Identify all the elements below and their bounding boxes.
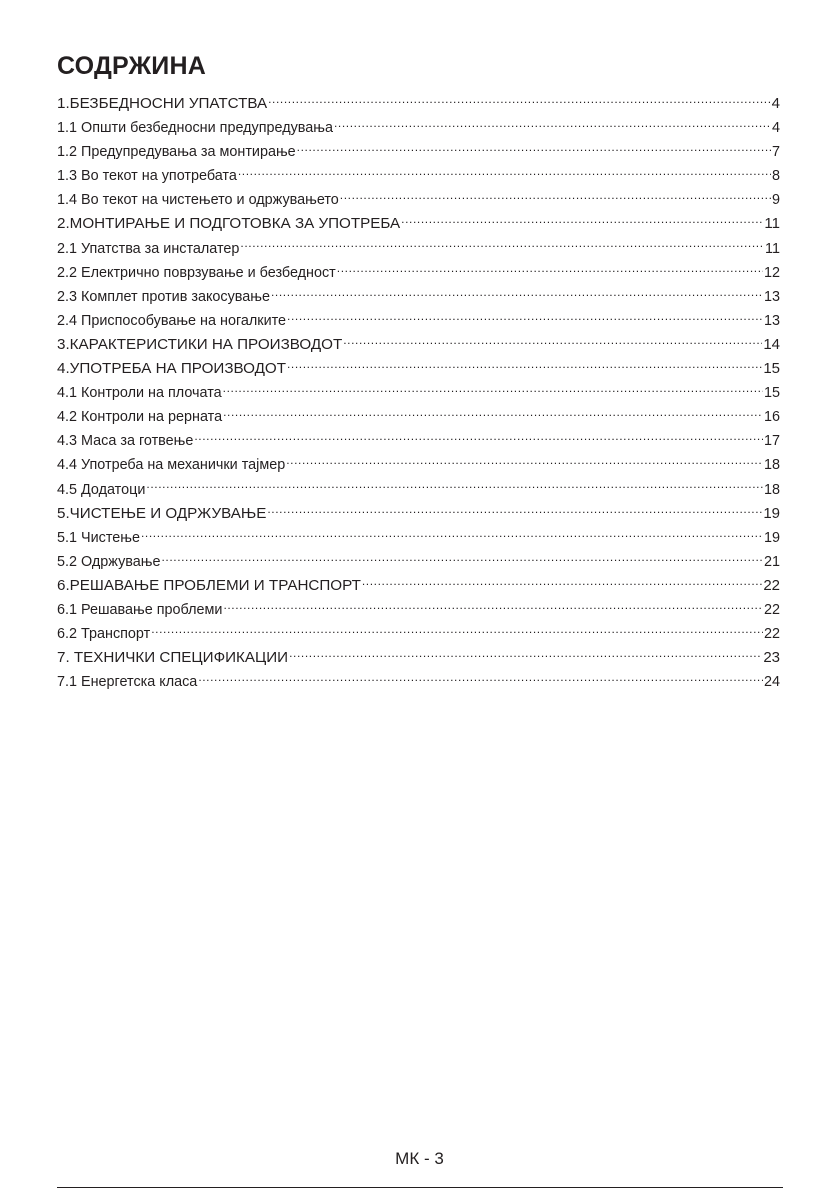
- table-of-contents: [57, 92, 780, 694]
- toc-entry-page: 22: [763, 601, 780, 618]
- toc-entry-page: 12: [763, 264, 780, 281]
- toc-entry-page: 16: [763, 409, 780, 426]
- toc-entry-page: 24: [763, 674, 780, 691]
- page-number: МК - 3: [395, 1149, 444, 1168]
- footer-divider: [57, 1187, 783, 1188]
- toc-entry-page: 17: [763, 433, 780, 450]
- toc-entry-4-4[interactable]: [57, 453, 780, 477]
- toc-entry-label: 7. ТЕХНИЧКИ СПЕЦИФИКАЦИИ: [57, 649, 289, 667]
- toc-entry-page: 9: [771, 192, 780, 209]
- toc-leader-dots: [198, 670, 763, 686]
- toc-leader-dots: [238, 164, 771, 180]
- toc-leader-dots: [240, 237, 764, 253]
- toc-entry-2-2[interactable]: [57, 261, 780, 285]
- toc-entry-page: 19: [763, 504, 780, 522]
- toc-entry-page: 18: [763, 481, 780, 498]
- toc-leader-dots: [334, 116, 771, 132]
- toc-entry-page: 15: [763, 360, 780, 378]
- toc-entry-label: 1.БЕЗБЕДНОСНИ УПАТСТВА: [57, 95, 268, 112]
- toc-leader-dots: [401, 212, 763, 228]
- toc-entry-label: 1.1 Општи безбедносни предупредувања: [57, 120, 333, 137]
- toc-entry-1-1[interactable]: [57, 116, 780, 140]
- toc-entry-label: 2.МОНТИРАЊЕ И ПОДГОТОВКА ЗА УПОТРЕБА: [57, 215, 401, 233]
- toc-entry-page: 11: [764, 215, 780, 233]
- toc-leader-dots: [287, 357, 762, 373]
- toc-entry-1[interactable]: [57, 92, 780, 116]
- toc-entry-5-1[interactable]: [57, 526, 780, 550]
- toc-leader-dots: [268, 92, 771, 108]
- toc-entry-label: 3.КАРАКТЕРИСТИКИ НА ПРОИЗВОДОТ: [57, 335, 343, 353]
- toc-leader-dots: [161, 550, 763, 566]
- toc-entry-label: 5.1 Чистење: [57, 529, 140, 546]
- toc-entry-label: 4.УПОТРЕБА НА ПРОИЗВОДОТ: [57, 360, 286, 378]
- toc-leader-dots: [194, 429, 763, 445]
- toc-entry-4-5[interactable]: [57, 478, 780, 502]
- toc-entry-2-4[interactable]: [57, 309, 780, 333]
- toc-entry-2-3[interactable]: [57, 285, 780, 309]
- toc-entry-label: 2.3 Комплет против закосување: [57, 288, 270, 305]
- toc-entry-label: 2.4 Приспособување на ногалките: [57, 312, 287, 329]
- toc-leader-dots: [287, 309, 763, 325]
- toc-leader-dots: [286, 453, 763, 469]
- toc-entry-6-1[interactable]: [57, 598, 780, 622]
- toc-leader-dots: [141, 526, 763, 542]
- toc-entry-label: 4.4 Употреба на механички тајмер: [57, 457, 286, 474]
- toc-leader-dots: [340, 188, 771, 204]
- toc-entry-6[interactable]: [57, 574, 780, 598]
- toc-leader-dots: [297, 140, 771, 156]
- toc-leader-dots: [337, 261, 763, 277]
- toc-entry-page: 4: [771, 120, 780, 137]
- toc-entry-page: 23: [763, 649, 780, 667]
- toc-entry-7-1[interactable]: [57, 670, 780, 694]
- toc-entry-4[interactable]: [57, 357, 780, 381]
- toc-entry-page: 8: [771, 168, 780, 185]
- toc-entry-page: 14: [763, 335, 780, 353]
- toc-entry-page: 22: [763, 626, 780, 643]
- toc-entry-label: 2.2 Електрично поврзување и безбедност: [57, 264, 336, 281]
- toc-entry-page: 11: [765, 240, 780, 257]
- toc-entry-label: 1.4 Во текот на чистењето и одржувањето: [57, 192, 339, 209]
- toc-leader-dots: [223, 598, 763, 614]
- toc-entry-2-1[interactable]: [57, 237, 780, 261]
- toc-entry-5[interactable]: [57, 502, 780, 526]
- toc-entry-page: 18: [763, 457, 780, 474]
- toc-entry-1-3[interactable]: [57, 164, 780, 188]
- toc-entry-label: 2.1 Упатства за инсталатер: [57, 240, 240, 257]
- toc-entry-label: 6.РЕШАВАЊЕ ПРОБЛЕМИ И ТРАНСПОРТ: [57, 576, 361, 594]
- toc-entry-page: 15: [763, 385, 780, 402]
- toc-entry-6-2[interactable]: [57, 622, 780, 646]
- toc-entry-7[interactable]: [57, 646, 780, 670]
- toc-entry-5-2[interactable]: [57, 550, 780, 574]
- toc-entry-label: 7.1 Енергетска класа: [57, 674, 198, 691]
- toc-entry-label: 4.1 Контроли на плочата: [57, 385, 222, 402]
- toc-entry-page: 7: [771, 144, 780, 161]
- toc-entry-4-1[interactable]: [57, 381, 780, 405]
- toc-leader-dots: [271, 285, 763, 301]
- toc-entry-label: 6.2 Транспорт: [57, 626, 151, 643]
- toc-entry-4-2[interactable]: [57, 405, 780, 429]
- toc-entry-label: 1.3 Во текот на употребата: [57, 168, 237, 185]
- toc-entry-page: 4: [771, 95, 780, 112]
- toc-leader-dots: [343, 333, 762, 349]
- toc-entry-label: 4.5 Додатоци: [57, 481, 146, 498]
- toc-entry-page: 13: [763, 312, 780, 329]
- toc-entry-3[interactable]: [57, 333, 780, 357]
- toc-leader-dots: [146, 478, 763, 494]
- toc-entry-label: 4.3 Маса за готвење: [57, 433, 194, 450]
- toc-leader-dots: [362, 574, 762, 590]
- toc-entry-label: 4.2 Контроли на рерната: [57, 409, 223, 426]
- toc-entry-4-3[interactable]: [57, 429, 780, 453]
- toc-leader-dots: [289, 646, 762, 662]
- toc-entry-2[interactable]: [57, 212, 780, 236]
- toc-entry-1-4[interactable]: [57, 188, 780, 212]
- toc-entry-page: 19: [763, 529, 780, 546]
- toc-entry-label: 6.1 Решавање проблеми: [57, 601, 223, 618]
- toc-leader-dots: [223, 381, 763, 397]
- toc-leader-dots: [151, 622, 763, 638]
- toc-entry-page: 22: [763, 576, 780, 594]
- toc-entry-label: 5.2 Одржување: [57, 553, 161, 570]
- toc-entry-label: 5.ЧИСТЕЊЕ И ОДРЖУВАЊЕ: [57, 504, 267, 522]
- page-title: СОДРЖИНА: [57, 52, 206, 80]
- toc-entry-label: 1.2 Предупредувања за монтирање: [57, 144, 296, 161]
- toc-leader-dots: [267, 502, 762, 518]
- toc-entry-page: 21: [763, 553, 780, 570]
- toc-entry-page: 13: [763, 288, 780, 305]
- toc-leader-dots: [223, 405, 763, 421]
- toc-entry-1-2[interactable]: [57, 140, 780, 164]
